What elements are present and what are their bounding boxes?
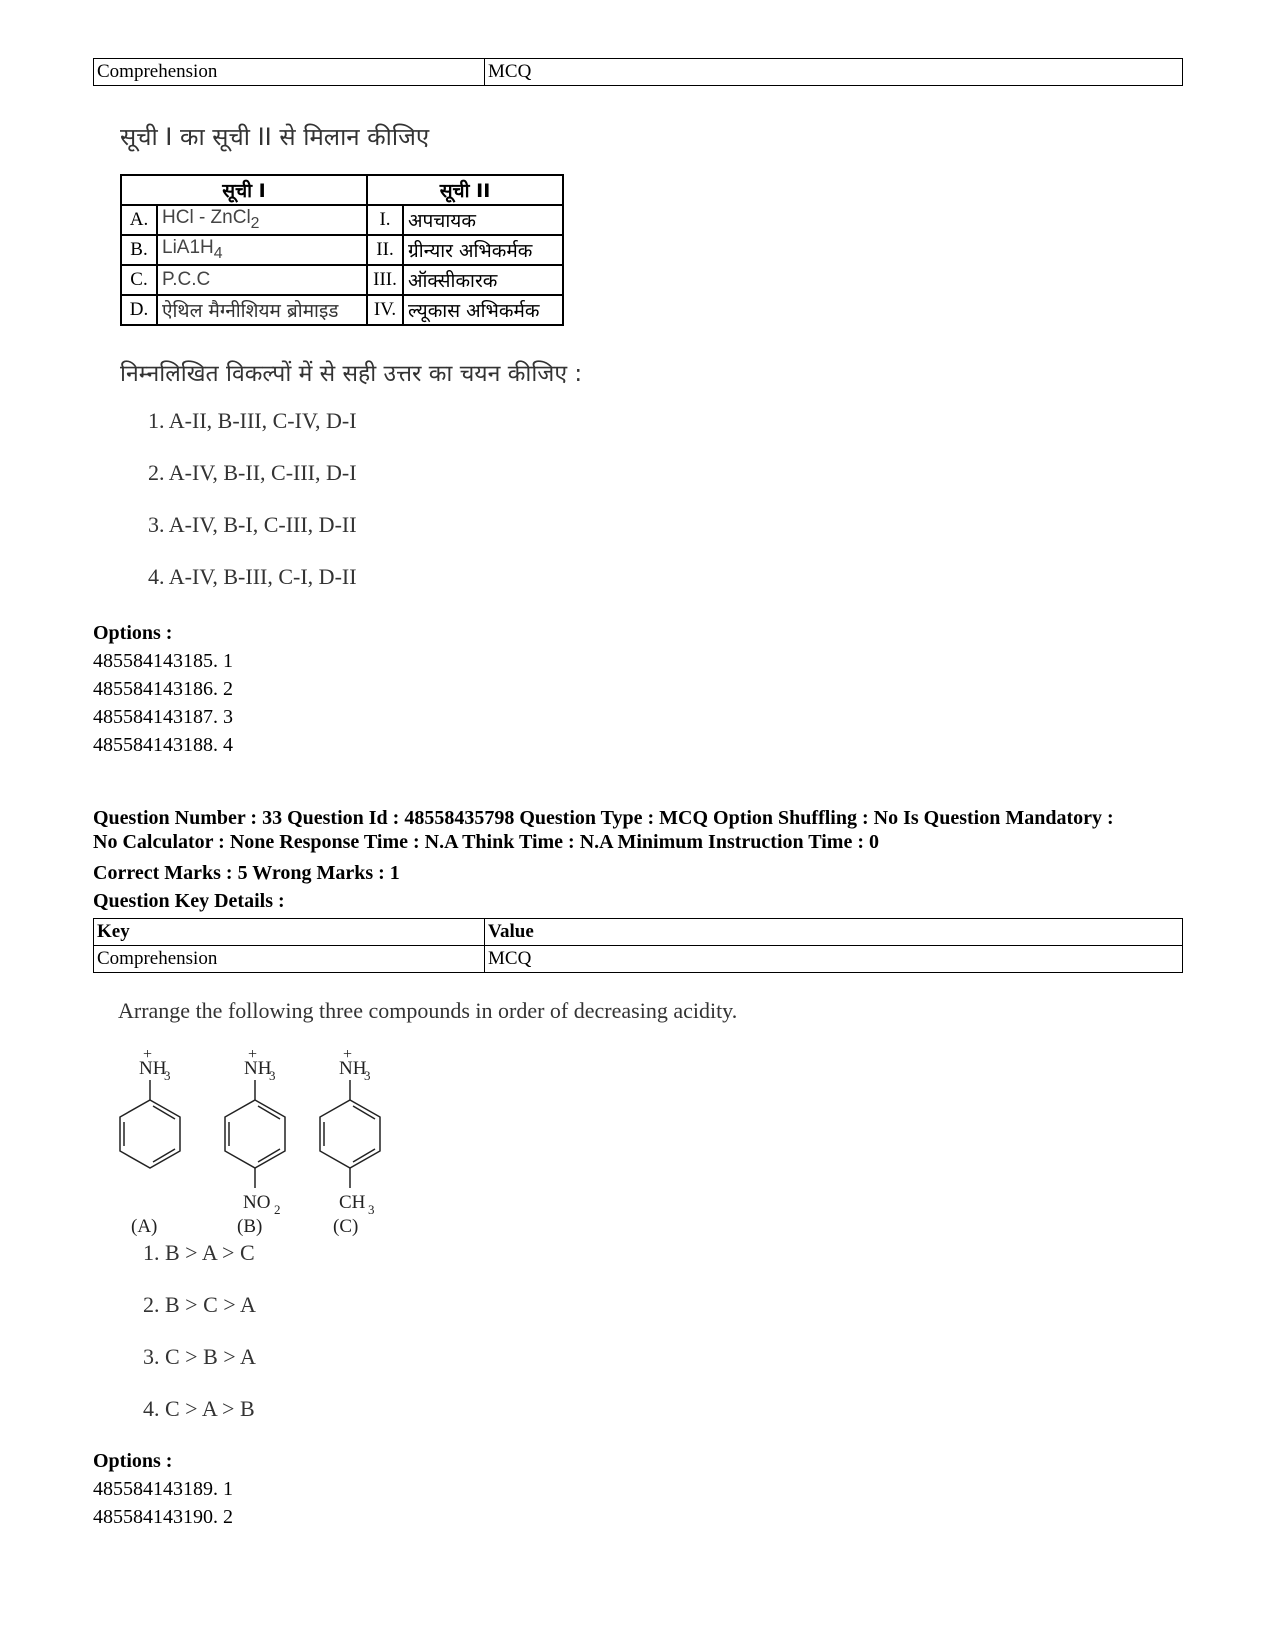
subscript-3: 3	[364, 1068, 371, 1083]
nh-label: NH	[244, 1058, 272, 1079]
q2-option-1: 485584143189. 1	[93, 1478, 233, 1500]
row-value-text: LiA1H	[162, 237, 214, 259]
q1-option-2: 485584143186. 2	[93, 678, 233, 700]
table-row	[121, 295, 563, 325]
no2-label: NO	[243, 1192, 271, 1213]
q2-key-details-label: Question Key Details :	[93, 890, 285, 912]
top-key-value-table	[93, 58, 1183, 86]
structure-c	[320, 1050, 380, 1237]
structure-a	[120, 1050, 180, 1237]
q2-meta	[93, 806, 1183, 854]
subscript-2: 2	[274, 1202, 281, 1217]
plus-sign: +	[343, 1050, 353, 1063]
nh-label: NH	[339, 1058, 367, 1079]
plus-sign: +	[248, 1050, 258, 1063]
row-label: D.	[121, 295, 157, 325]
q2-choice-2: 2. B > C > A	[143, 1292, 256, 1317]
q1-choice-1: 1. A-II, B-III, C-IV, D-I	[148, 408, 357, 433]
q1-choice-2: 2. A-IV, B-II, C-III, D-I	[148, 460, 357, 485]
q1-choice-3: 3. A-IV, B-I, C-III, D-II	[148, 512, 357, 537]
table-row	[121, 265, 563, 295]
row-value: P.C.C	[157, 265, 367, 295]
chemical-structures	[113, 1050, 433, 1250]
row-value: ऑक्सीकारक	[403, 265, 563, 295]
row-value	[157, 205, 367, 235]
key-cell: Comprehension	[94, 59, 485, 86]
q1-choice-4: 4. A-IV, B-III, C-I, D-II	[148, 564, 357, 589]
row-value-sub: 2	[250, 214, 260, 232]
table-row	[121, 205, 563, 235]
list1-header: सूची I	[121, 175, 367, 205]
value-cell: MCQ	[485, 946, 1183, 973]
nh-label: NH	[139, 1058, 167, 1079]
row-value: अपचायक	[403, 205, 563, 235]
benzene-ring	[120, 1100, 180, 1168]
q2-choice-3: 3. C > B > A	[143, 1344, 256, 1369]
benzene-ring	[320, 1100, 380, 1168]
row-value	[157, 235, 367, 265]
structure-b	[225, 1050, 285, 1237]
q2-options-label: Options :	[93, 1450, 173, 1472]
label-c: (C)	[333, 1216, 359, 1237]
subscript-3: 3	[269, 1068, 276, 1083]
row-label: A.	[121, 205, 157, 235]
q1-instruction: निम्नलिखित विकल्पों में से सही उत्तर का चयन कीजिए :	[120, 361, 583, 387]
label-b: (B)	[237, 1216, 263, 1237]
row-label: III.	[367, 265, 403, 295]
q2-option-2: 485584143190. 2	[93, 1506, 233, 1528]
row-label: IV.	[367, 295, 403, 325]
row-label: I.	[367, 205, 403, 235]
ch3-label: CH	[339, 1192, 366, 1213]
row-value: ग्रीन्यार अभिकर्मक	[403, 235, 563, 265]
q1-option-4: 485584143188. 4	[93, 734, 233, 756]
q2-choice-1: 1. B > A > C	[143, 1240, 255, 1265]
q2-question: Arrange the following three compounds in order of decreasing acidity.	[118, 998, 738, 1023]
q2-choice-4: 4. C > A > B	[143, 1396, 255, 1421]
row-value: ऐथिल मैग्नीशियम ब्रोमाइड	[157, 295, 367, 325]
q2-meta-line1: Question Number : 33 Question Id : 48558435798 Question Type : MCQ Option Shuffling : No Is Question Mandatory :	[93, 807, 1114, 829]
row-label: C.	[121, 265, 157, 295]
subscript-3: 3	[164, 1068, 171, 1083]
table-row	[121, 235, 563, 265]
row-label: B.	[121, 235, 157, 265]
q2-marks: Correct Marks : 5 Wrong Marks : 1	[93, 862, 400, 884]
row-label: II.	[367, 235, 403, 265]
row-value-text: HCl - ZnCl	[162, 207, 251, 229]
value-cell: MCQ	[485, 59, 1183, 86]
label-a: (A)	[131, 1216, 158, 1237]
q1-options-label: Options :	[93, 622, 173, 644]
row-value: ल्यूकास अभिकर्मक	[403, 295, 563, 325]
match-list-title: सूची I का सूची II से मिलान कीजिए	[120, 123, 430, 151]
q1-option-1: 485584143185. 1	[93, 650, 233, 672]
plus-sign: +	[143, 1050, 153, 1063]
subscript-3: 3	[368, 1202, 375, 1217]
key-header: Key	[94, 919, 485, 946]
list2-header: सूची II	[367, 175, 563, 205]
q1-option-3: 485584143187. 3	[93, 706, 233, 728]
key-cell: Comprehension	[94, 946, 485, 973]
q2-key-table	[93, 918, 1183, 973]
q2-meta-line2: No Calculator : None Response Time : N.A Think Time : N.A Minimum Instruction Time : 0	[93, 831, 879, 853]
match-table	[120, 174, 564, 326]
row-value-sub: 4	[213, 244, 223, 262]
value-header: Value	[485, 919, 1183, 946]
benzene-ring	[225, 1100, 285, 1168]
